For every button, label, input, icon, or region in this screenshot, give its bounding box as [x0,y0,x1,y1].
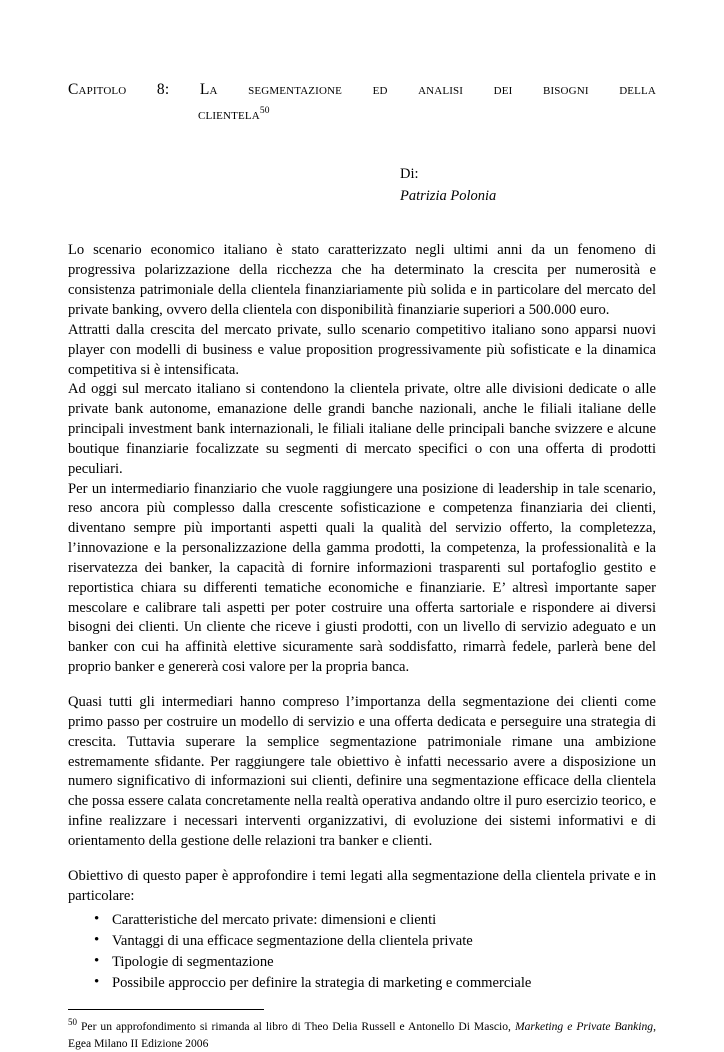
footnote-text-after: , Egea Milano II Edizione 2006 [68,1020,656,1050]
list-item: • Tipologie di segmentazione [112,952,656,973]
list-item: • Possibile approccio per definire la strategia di marketing e commerciale [112,973,656,994]
page-title [68,78,656,127]
paragraph: Ad oggi sul mercato italiano si contendono la clientela private, oltre alle divisioni dedicate o alle private bank autonome, emanazione delle grandi banche nazionali, anche le filiali italiane delle principali investment bank internazionali, le filiali italiane delle principali banche svizzere e alcune boutique finanziarie focalizzate su segmenti di mercato specifici o con una offerta di prodotti peculiari. [68,381,656,477]
chapter-title-line2: clientela$^{50}$ [198,106,270,124]
paragraph: Obiettivo di questo paper è approfondire i temi legati alla segmentazione della clientela private e in particolare: [68,867,656,904]
author-name: Patrizia Polonia [400,187,497,204]
byline-label: Di: [400,165,419,182]
list-item: • Vantaggi di una efficace segmentazione della clientela private [112,931,656,952]
chapter-title-line1: Capitolo 8: La segmentazione ed analisi dei bisogni della [68,81,656,98]
paragraph: Attratti dalla crescita del mercato private, sullo scenario competitivo italiano sono apparsi nuovi player con modelli di business e value proposition progressivamente più sofisticate e la dinamica competitiva si è intensificata. [68,321,656,378]
paragraph: Quasi tutti gli intermediari hanno compreso l’importanza della segmentazione dei clienti come primo passo per costruire un modello di servizio e una offerta dedicata e perseguire una strategia di crescita. Tuttavia superare la semplice segmentazione patrimoniale rimane una ambizione estremamente sfidante. Per raggiungere tale obiettivo è infatti necessario avere a disposizione un numero significativo di informazioni sui clienti, definire una segmentazione efficace della clientela che possa essere calata concretamente nella realtà operativa andando oltre il puro esercizio teorico, e infine realizzare i necessari interventi organizzativi, di evoluzione dei sistemi informativi e di orientamento della gestione delle relazioni tra banker e clienti. [68,694,656,849]
body-text [68,241,656,993]
footnote [68,1016,656,1052]
footnote-separator [68,1009,264,1010]
footnote-text-italic: Marketing e Private Banking [514,1020,654,1034]
byline [400,163,656,208]
footnote-number: 50 [68,1017,77,1028]
bullet-list [68,910,656,993]
paragraph: Lo scenario economico italiano è stato caratterizzato negli ultimi anni da un fenomeno di progressiva polarizzazione della ricchezza che ha determinato la crescita per numerosità e consistenza patrimoniale della clientela finanziariamente più solida e in particolare del mercato del private banking, ovvero della clientela con disponibilità finanziarie superiori a 500.000 euro. [68,242,656,318]
list-item: • Caratteristiche del mercato private: dimensioni e clienti [112,910,656,931]
paragraph: Per un intermediario finanziario che vuole raggiungere una posizione di leadership in tale scenario, reso ancora più complesso dalla crescente sofisticazione e competenza finanziaria dei clienti, diventano sempre più importanti aspetti quali la qualità del servizio offerto, la completezza, l’innovazione e la personalizzazione della gamma prodotti, la competenza, la professionalità e la riservatezza dei banker, la capacità di fornire informazioni trasparenti sul portafoglio gestito e reportistica chiara su differenti tematiche economiche e finanziarie. E’ altresì importante saper mescolare e calibrare tali aspetti per poter costruire una offerta sartoriale e rispondere ai diversi bisogni dei clienti. Un cliente che riceve i giusti prodotti, con un livello di servizio adeguato e un banker con cui ha affinità elettive sicuramente sarà soddisfatto, rimarrà fedele, parlerà bene del proprio banker e genererà cosi valore per la propria banca. [68,480,656,676]
footnote-marker: 50 [259,106,270,117]
footnote-text-before: Per un approfondimento si rimanda al libro di Theo Delia Russell e Antonello Di Mascio, [77,1020,515,1034]
